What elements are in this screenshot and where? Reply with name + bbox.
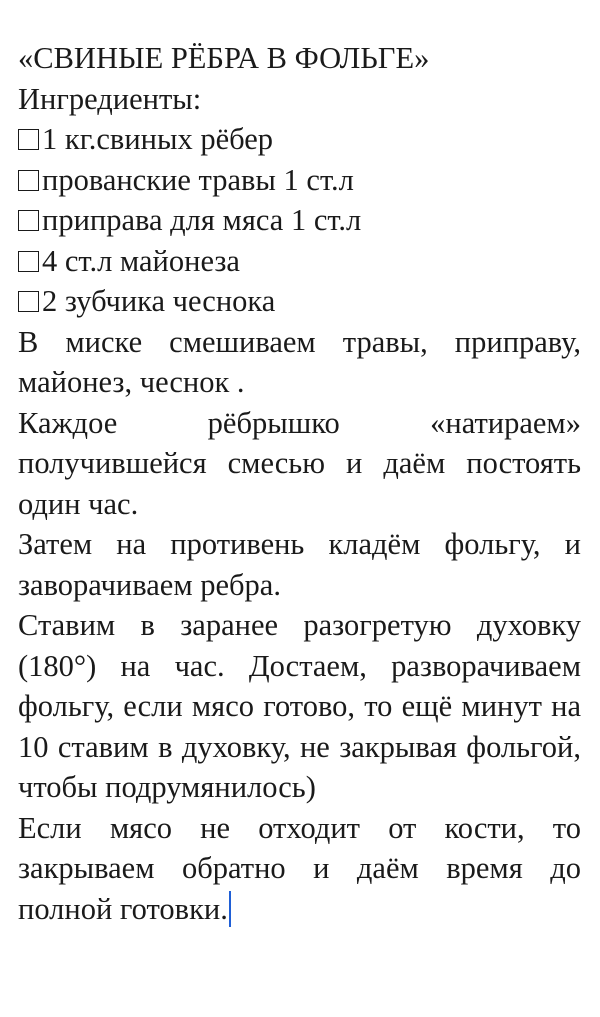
step-paragraph: Затем на противень кладём фольгу, и заворачиваем ребра.	[18, 527, 581, 602]
ingredient-text: 1 кг.свиных рёбер	[42, 122, 274, 156]
document-body[interactable]	[18, 38, 581, 929]
ingredient-text: 2 зубчика чеснока	[42, 284, 276, 318]
ingredient-text: приправа для мяса 1 ст.л	[42, 203, 362, 237]
ingredient-item	[18, 160, 581, 201]
checkbox-bullet-icon	[18, 210, 39, 231]
checkbox-bullet-icon	[18, 170, 39, 191]
ingredients-heading: Ингредиенты:	[18, 81, 202, 116]
step-paragraph-last	[18, 808, 581, 930]
checkbox-bullet-icon	[18, 291, 39, 312]
text-cursor	[229, 891, 231, 927]
step-paragraph: Каждое рёбрышко «натираем» получившейся смесью и даём постоять один час.	[18, 405, 581, 521]
ingredient-item	[18, 200, 581, 241]
ingredient-item	[18, 281, 581, 322]
step-paragraph: Ставим в заранее разогретую духовку (180°) на час. Достаем, разворачиваем фольгу, если мясо готово, то ещё минут на 10 ставим в духовку, не закрывая фольгой, чтобы подрумянилось)	[18, 608, 581, 804]
checkbox-bullet-icon	[18, 129, 39, 150]
ingredient-item	[18, 241, 581, 282]
ingredient-text: 4 ст.л майонеза	[42, 243, 240, 278]
ingredient-item	[18, 119, 581, 160]
checkbox-bullet-icon	[18, 251, 39, 272]
recipe-title: «СВИНЫЕ РЁБРА В ФОЛЬГЕ»	[18, 41, 430, 75]
step-text: Если мясо не отходит от кости, то закрываем обратно и даём время до полной готовки.	[18, 810, 581, 926]
step-paragraph: В миске смешиваем травы, приправу, майонез, чеснок .	[18, 324, 581, 399]
ingredient-text: прованские травы 1 ст.л	[42, 162, 354, 197]
